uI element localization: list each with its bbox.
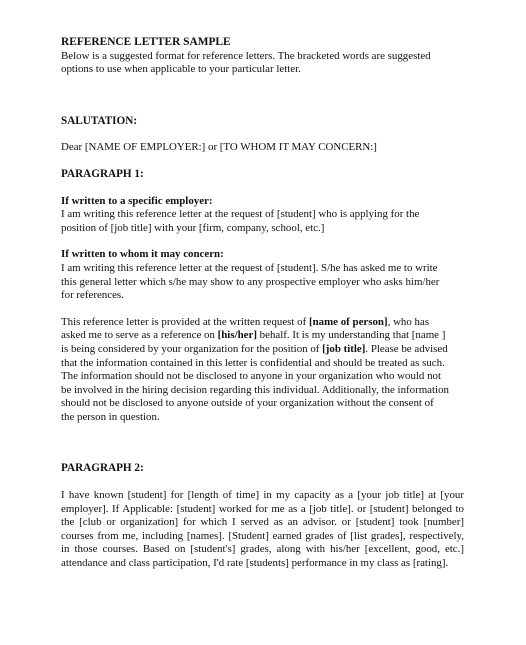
- confidential-line-7: should not be disclosed to anyone outside of your organization without the consent of: [61, 397, 434, 410]
- intro-line-2: options to use when applicable to your particular letter.: [61, 63, 301, 76]
- specific-employer-line-2: position of [job title] with your [firm, company, school, etc.]: [61, 221, 325, 234]
- paragraph2-line-4: courses from me, including [names]. [Student] earned grades of [list grades], respectively,: [61, 529, 464, 542]
- paragraph2-line-6: attendance and class participation, I'd rate [students] performance in my class as [rating].: [61, 557, 449, 570]
- confidential-line-1-post: , who has: [387, 315, 430, 328]
- specific-employer-heading: If written to a specific employer:: [61, 194, 213, 207]
- specific-employer-line-1: I am writing this reference letter at the request of [student] who is applying for the: [61, 208, 420, 221]
- paragraph2-heading: PARAGRAPH 2:: [61, 462, 144, 475]
- spacer: [61, 182, 464, 195]
- confidential-line-3: [61, 343, 464, 357]
- confidential-line-2-pre: asked me to serve as a reference on: [61, 329, 218, 342]
- spacer: [61, 155, 464, 168]
- spacer: [61, 476, 464, 489]
- confidential-line-8: the person in question.: [61, 410, 160, 423]
- job-title-placeholder: [job title]: [322, 342, 366, 355]
- confidential-line-6: be involved in the hiring decision regarding this individual. Additionally, the information: [61, 383, 449, 396]
- confidential-line-3-post: . Please be advised: [365, 342, 448, 355]
- confidential-line-4: that the information contained in this letter is confidential and should be treated as such.: [61, 356, 445, 369]
- confidential-line-3-pre: is being considered by your organization for the position of: [61, 342, 323, 355]
- document-page: [61, 36, 464, 571]
- document-title: REFERENCE LETTER SAMPLE: [61, 36, 231, 48]
- salutation-text: Dear [NAME OF EMPLOYER:] or [TO WHOM IT MAY CONCERN:]: [61, 141, 377, 154]
- paragraph1-heading: PARAGRAPH 1:: [61, 167, 144, 180]
- whom-line-1: I am writing this reference letter at the request of [student]. S/he has asked me to write: [61, 261, 438, 274]
- whom-line-2: this general letter which s/he may show to any prospective employer who asks him/her: [61, 275, 440, 288]
- paragraph2-line-5: in those courses. Based on [student's] grades, along with his/her [excellent, good, etc.]: [61, 543, 464, 556]
- spacer: [61, 128, 464, 141]
- paragraph2-line-2: employer]. If Applicable: [student] worked for me as a [job title]. or [student] belonged to: [61, 502, 464, 515]
- spacer: [61, 77, 464, 115]
- confidential-line-5: The information should not be disclosed to anyone in your organization who would not: [61, 370, 442, 383]
- name-of-person-placeholder: [name of person]: [308, 315, 388, 328]
- confidential-line-1-pre: This reference letter is provided at the written request of: [61, 315, 309, 328]
- spacer: [61, 303, 464, 316]
- confidential-line-2: [61, 329, 464, 343]
- whom-it-may-concern-heading: If written to whom it may concern:: [61, 248, 224, 261]
- spacer: [61, 235, 464, 248]
- paragraph2-line-3: the [club or organization] for which I served as an advisor. or [student] took [number]: [61, 516, 464, 529]
- whom-line-3: for references.: [61, 289, 124, 302]
- confidential-line-1: [61, 316, 464, 330]
- salutation-heading: SALUTATION:: [61, 114, 138, 127]
- paragraph2-line-1: I have known [student] for [length of time] in my capacity as a [your job title] at [your: [61, 489, 464, 502]
- intro-line-1: Below is a suggested format for reference letters. The bracketed words are suggested: [61, 49, 431, 62]
- confidential-line-2-post: behalf. It is my understanding that [name ]: [256, 329, 446, 342]
- his-her-placeholder: [his/her]: [217, 329, 257, 342]
- spacer: [61, 424, 464, 462]
